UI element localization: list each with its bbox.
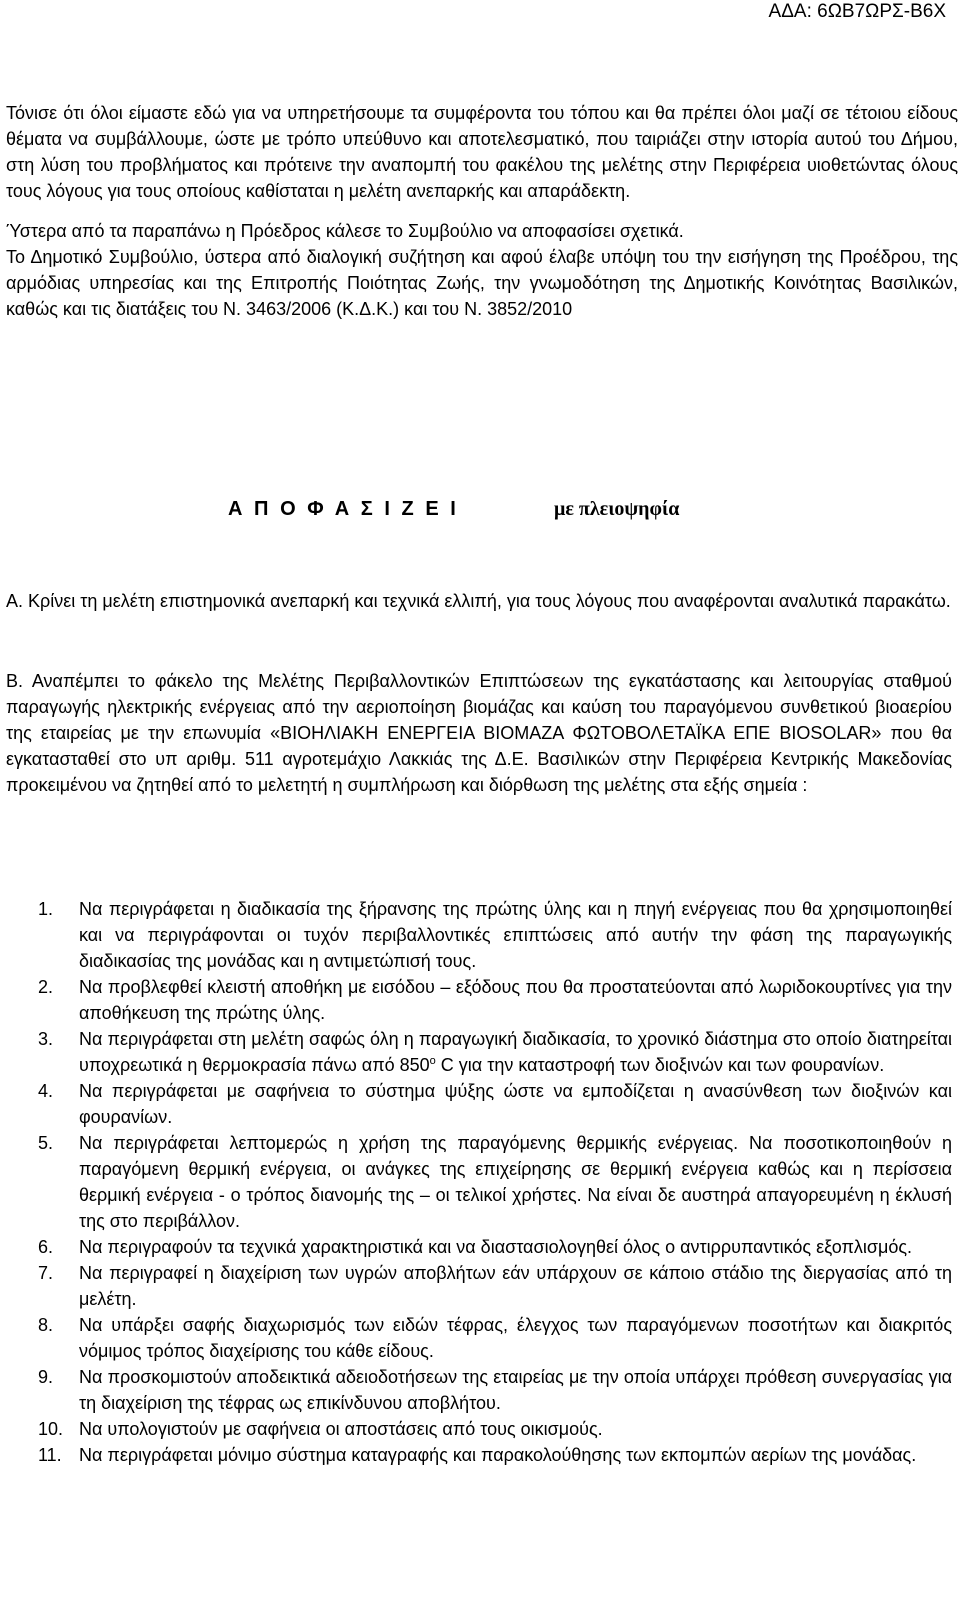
- list-item: [6, 1026, 952, 1078]
- list-item: [6, 1442, 952, 1468]
- list-item-number: 1.: [38, 899, 54, 919]
- list-item-text-start: Να περιγράφεται στη μελέτη σαφώς όλη η παραγωγική διαδικασία, το χρονικό διάστημα στο οποίο διατηρείται υποχρεωτικά η θερμοκρασία πάνω από 850: [79, 1029, 952, 1075]
- paragraph-2: Ύστερα από τα παραπάνω η Πρόεδρος κάλεσε το Συμβούλιο να αποφασίσει σχετικά.: [6, 221, 684, 241]
- decision-heading: [6, 496, 958, 526]
- decision-title: ΑΠΟΦΑΣΙΖΕΙ: [228, 498, 468, 520]
- list-item: [6, 896, 952, 974]
- list-item-number: 10.: [38, 1419, 64, 1439]
- list-item: [6, 1416, 952, 1442]
- list-item: [6, 1312, 952, 1364]
- list-item-number: 11.: [38, 1445, 62, 1465]
- list-item-number: 2.: [38, 977, 54, 997]
- list-item: [6, 1260, 952, 1312]
- list-item-text: Να προσκομιστούν αποδεικτικά αδειοδοτήσεων της εταιρείας με την οποία υπάρχει πρόθεση συνεργασίας για τη διαχείριση της τέφρας ως επικίνδυνου αποβλήτου.: [79, 1367, 952, 1413]
- list-item-text: Να υπολογιστούν με σαφήνεια οι αποστάσεις από τους οικισμούς.: [79, 1419, 603, 1439]
- list-item-number: 9.: [38, 1367, 54, 1387]
- list-item-text: Να περιγραφεί η διαχείριση των υγρών αποβλήτων εάν υπάρχουν σε κάποιο στάδιο της διεργασίας από τη μελέτη.: [79, 1263, 952, 1309]
- decision-majority: με πλειοψηφία: [554, 498, 680, 520]
- list-item-number: 4.: [38, 1081, 54, 1101]
- list-item-number: 6.: [38, 1237, 54, 1257]
- paragraph-3: Το Δημοτικό Συμβούλιο, ύστερα από διαλογική συζήτηση και αφού έλαβε υπόψη του την εισήγηση της Προέδρου, της αρμόδιας υπηρεσίας και της Επιτροπής Ποιότητας Ζωής, την γνωμοδότηση της Δημοτικής Κοινότητας Βασιλικών, καθώς και τις διατάξεις του Ν. 3463/2006 (Κ.Δ.Κ.) και του Ν. 3852/2010: [6, 247, 958, 319]
- decision-point-a: Α. Κρίνει τη μελέτη επιστημονικά ανεπαρκή και τεχνικά ελλιπή, για τους λόγους που αναφέρονται αναλυτικά παρακάτω.: [6, 591, 951, 611]
- document-body: [6, 100, 958, 1465]
- list-item-text: Να περιγράφεται η διαδικασία της ξήρανσης της πρώτης ύλης και η πηγή ενέργειας που θα χρησιμοποιηθεί και να περιγράφονται οι τυχόν περιβαλλοντικές επιπτώσεις από αυτήν την φάση της παραγωγικής διαδικασίας της μονάδας και η αντιμετώπισή τους.: [79, 899, 952, 971]
- list-item-text: Να περιγράφεται λεπτομερώς η χρήση της παραγόμενης θερμικής ενέργειας. Να ποσοτικοποιηθούν η παραγόμενη θερμική ενέργεια, οι ανάγκες της επιχείρησης σε θερμική ενέργεια καθώς και η περίσσεια θερμική ενέργεια - ο τρόπος διανομής της – οι τελικοί χρήστες. Να είναι δε αυστηρά απαγορευμένη η έκλυσή της στο περιβάλλον.: [79, 1133, 952, 1231]
- list-item-number: 3.: [38, 1029, 54, 1049]
- list-item-text: Να προβλεφθεί κλειστή αποθήκη με εισόδου – εξόδους που θα προστατεύονται από λωριδοκουρτίνες για την αποθήκευση της πρώτης ύλης.: [79, 977, 952, 1023]
- requirements-list: [6, 896, 952, 1468]
- decision-point-b: Β. Αναπέμπει το φάκελο της Μελέτης Περιβαλλοντικών Επιπτώσεων της εγκατάστασης και λειτουργίας σταθμού παραγωγής ηλεκτρικής ενέργειας από την αεριοποίηση βιομάζας και καύση του παραγόμενου συνθετικού βιοαερίου της εταιρείας με την επωνυμία «ΒΙΟΗΛΙΑΚΗ ΕΝΕΡΓΕΙΑ ΒΙΟΜΑΖΑ ΦΩΤΟΒΟΛΕΤΑΪΚΑ ΕΠΕ BIOSOLAR» που θα εγκατασταθεί στο υπ αριθμ. 511 αγροτεμάχιο Λακκιάς της Δ.Ε. Βασιλικών στην Περιφέρεια Κεντρικής Μακεδονίας προκειμένου να ζητηθεί από το μελετητή η συμπλήρωση και διόρθωση της μελέτης στα εξής σημεία :: [6, 671, 952, 795]
- list-item: [6, 1078, 952, 1130]
- list-item: [6, 1234, 952, 1260]
- list-item-number: 7.: [38, 1263, 54, 1283]
- list-item-number: 8.: [38, 1315, 54, 1335]
- paragraph-1: Τόνισε ότι όλοι είμαστε εδώ για να υπηρετήσουμε τα συμφέροντα του τόπου και θα πρέπει όλοι μαζί σε τέτοιου είδους θέματα να συμβάλλουμε, ώστε με τρόπο υπεύθυνο και αποτελεσματικό, που ταιριάζει στην ιστορία αυτού του Δήμου, στη λύση του προβλήματος και πρότεινε την αναπομπή του φακέλου της μελέτης στην Περιφέρεια υιοθετώντας όλους τους λόγους για τους οποίους καθίσταται η μελέτη ανεπαρκής και απαράδεκτη.: [6, 103, 958, 201]
- list-item-text: Να περιγραφούν τα τεχνικά χαρακτηριστικά και να διαστασιολογηθεί όλος ο αντιρρυπαντικός εξοπλισμός.: [79, 1237, 913, 1257]
- degree-mark: ο: [429, 1055, 436, 1067]
- ada-code: ΑΔΑ: 6ΩΒ7ΩΡΣ-Β6Χ: [768, 1, 946, 22]
- list-item: [6, 1130, 952, 1234]
- list-item-text: Να περιγράφεται μόνιμο σύστημα καταγραφής και παρακολούθησης των εκπομπών αερίων της μονάδας.: [79, 1445, 917, 1465]
- list-item-text-end: C για την καταστροφή των διοξινών και των φουρανίων.: [435, 1055, 885, 1075]
- list-item-text: Να περιγράφεται με σαφήνεια το σύστημα ψύξης ώστε να εμποδίζεται η ανασύνθεση των διοξινών και φουρανίων.: [79, 1081, 952, 1127]
- list-item-text: Να υπάρξει σαφής διαχωρισμός των ειδών τέφρας, έλεγχος των παραγόμενων ποσοτήτων και διακριτός νόμιμος τρόπος διαχείρισης του κάθε είδους.: [79, 1315, 952, 1361]
- list-item: [6, 974, 952, 1026]
- list-item: [6, 1364, 952, 1416]
- list-item-number: 5.: [38, 1133, 54, 1153]
